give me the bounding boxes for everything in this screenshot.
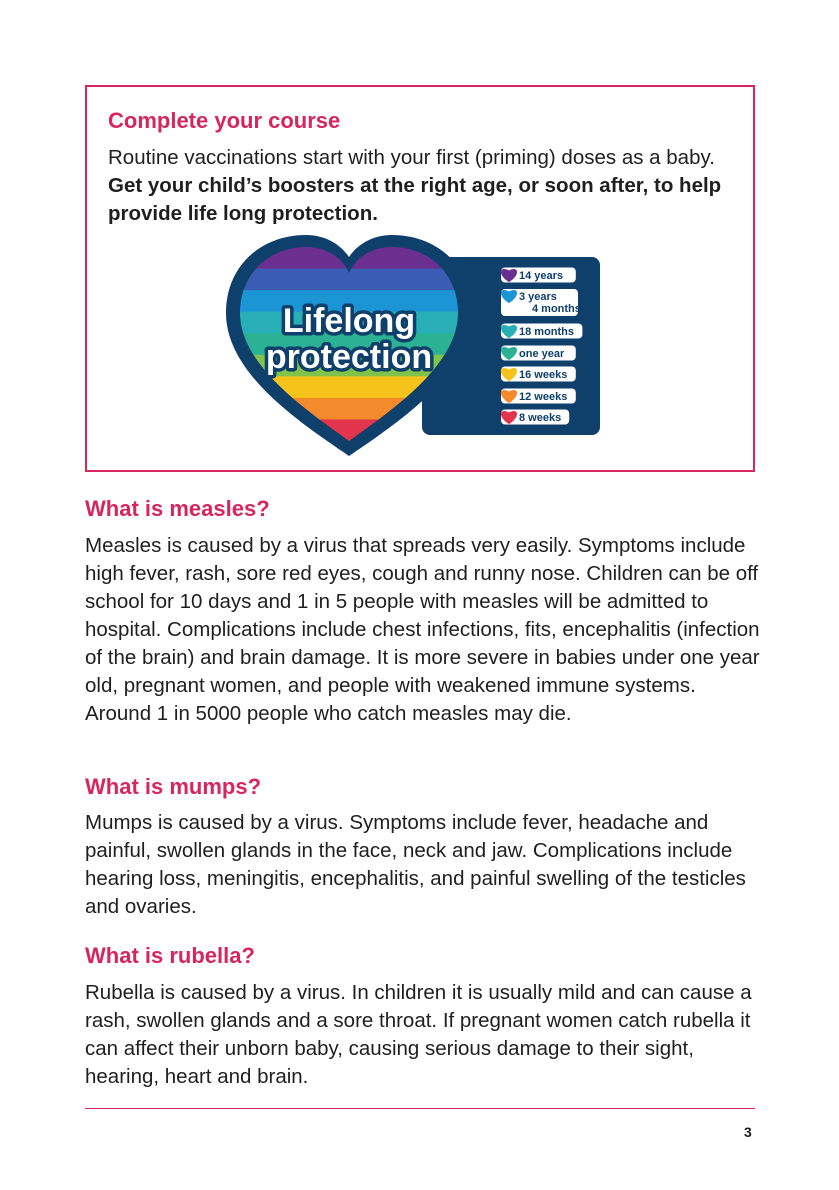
schedule-item (501, 324, 582, 339)
schedule-item (501, 268, 576, 283)
schedule-label: 8 weeks (519, 412, 562, 424)
rubella-heading: What is rubella? (85, 943, 255, 968)
schedule-item (501, 346, 576, 361)
schedule-label: 14 years (519, 270, 564, 282)
schedule-item (501, 410, 569, 425)
page-number: 3 (744, 1124, 752, 1140)
schedule-item (501, 389, 576, 404)
schedule-label: 16 weeks (519, 369, 568, 381)
callout-text (108, 144, 728, 228)
lifelong-protection-graphic (226, 235, 602, 459)
graphic-title-line2: protection (265, 338, 433, 376)
footer-divider (85, 1108, 755, 1109)
schedule-item (501, 367, 576, 382)
callout-text-bold: Get your child’s boosters at the right age, or soon after, to help provide life long protection. (108, 174, 722, 225)
measles-heading: What is measles? (85, 496, 270, 521)
schedule-label: one year (519, 348, 565, 360)
schedule-label: 3 years (519, 291, 557, 303)
graphic-title-line1: Lifelong (282, 302, 416, 340)
mumps-heading: What is mumps? (85, 774, 262, 799)
rubella-text: Rubella is caused by a virus. In children it is usually mild and can cause a rash, swollen glands and a sore throat. If pregnant women catch rubella it can affect their unborn baby, causing serious damage to their sight, hearing, heart and brain. (85, 981, 752, 1088)
measles-text: Measles is caused by a virus that spreads very easily. Symptoms include high fever, rash, sore red eyes, cough and runny nose. Children can be off school for 10 days and 1 in 5 people with measles will be admitted to hospital. Complications include chest infections, fits, encephalitis (infection of the brain) and brain damage. It is more severe in babies under one year old, pregnant women, and people with weakened immune systems. Around 1 in 5000 people who catch measles may die. (85, 534, 760, 725)
callout-title: Complete your course (108, 108, 341, 133)
schedule-item (501, 289, 581, 316)
callout-text-regular: Routine vaccinations start with your first (priming) doses as a baby. (108, 146, 715, 169)
mumps-text: Mumps is caused by a virus. Symptoms include fever, headache and painful, swollen glands in the face, neck and jaw. Complications include hearing loss, meningitis, encephalitis, and painful swelling of the testicles and ovaries. (85, 811, 746, 918)
schedule-label: 18 months (519, 326, 575, 338)
schedule-label-line2: 4 months (532, 303, 581, 315)
schedule-label: 12 weeks (519, 391, 568, 403)
